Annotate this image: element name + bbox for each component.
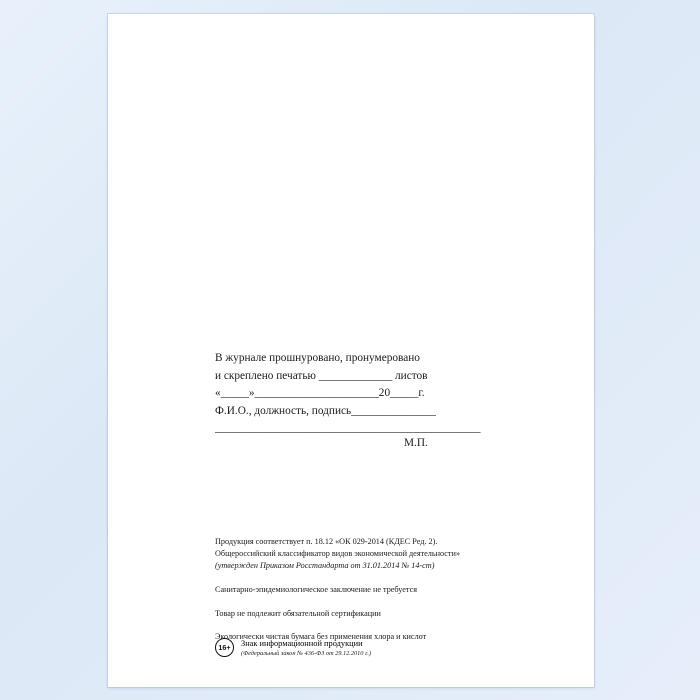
certification-block: [215, 350, 555, 438]
age-rating-text: [241, 637, 371, 658]
age-rating-badge: 16+: [215, 638, 234, 657]
footer-group: [215, 584, 575, 596]
footer-line: Продукция соответствует п. 18.12 «ОК 029-2014 (КДЕС Ред. 2).: [215, 537, 438, 546]
footer-line: Товар не подлежит обязательной сертификации: [215, 608, 381, 618]
age-rating-row: [215, 637, 371, 658]
document-page: [108, 14, 594, 687]
certification-line-2: и скреплено печатью _____________ листов: [215, 369, 428, 382]
certification-line-1: В журнале прошнуровано, пронумеровано: [215, 352, 420, 364]
age-rating-title: Знак информационной продукции: [241, 639, 363, 648]
certification-line-4: Ф.И.О., должность, подпись_______________: [215, 404, 436, 417]
stamp-place-label: М.П.: [404, 437, 428, 449]
footer-line: Общероссийский классификатор видов экономической деятельности»: [215, 548, 460, 558]
footer-line: (утвержден Приказом Росстандарта от 31.01.2014 № 14-ст): [215, 560, 435, 570]
age-rating-subtitle: (Федеральный закон № 436-ФЗ от 29.12.2010 г.): [241, 649, 372, 657]
certification-line-3: «_____»______________________20_____г.: [215, 387, 425, 399]
certification-line-5: _______________________________________________: [215, 422, 481, 434]
footer-group: [215, 536, 575, 572]
footer-line: Санитарно-эпидемиологическое заключение не требуется: [215, 584, 417, 594]
footer-group: [215, 608, 575, 620]
footer-line: Экологически чистая бумага без применения хлора и кислот: [215, 632, 427, 642]
